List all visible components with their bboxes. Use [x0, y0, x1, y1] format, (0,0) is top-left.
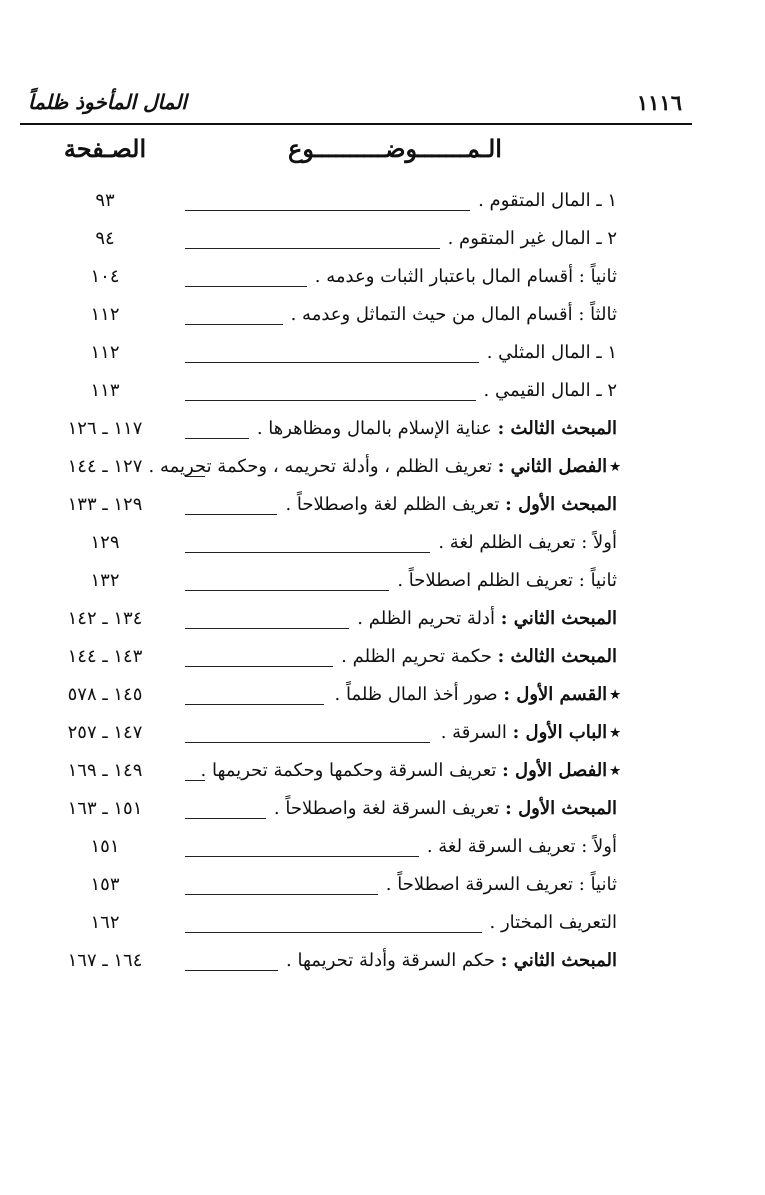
leader-line	[185, 400, 476, 401]
toc-entry-label: المبحث الثاني :	[500, 608, 617, 629]
leader-line	[185, 476, 205, 477]
toc-page-ref: ١١٧ ـ ١٢٦	[67, 418, 143, 439]
toc-entry	[0, 910, 765, 948]
leader-line	[185, 704, 324, 705]
toc-page-ref: ١٤٩ ـ ١٦٩	[67, 760, 143, 781]
toc-page-ref: ٩٣	[95, 190, 115, 211]
leader-line	[185, 286, 307, 287]
toc-entry-label: الباب الأول :	[512, 722, 608, 743]
toc-page-ref: ١٠٤	[90, 266, 120, 287]
toc-entry-title: حكمة تحريم الظلم .	[341, 646, 492, 667]
toc-page-ref: ١٣٤ ـ ١٤٢	[67, 608, 143, 629]
toc-page-ref: ١٥١ ـ ١٦٣	[67, 798, 143, 819]
toc-entry	[0, 378, 765, 416]
leader-line	[185, 362, 479, 363]
toc-entry-text	[357, 608, 617, 629]
toc-entry-title: عناية الإسلام بالمال ومظاهرها .	[256, 418, 492, 439]
toc-entry-label: المبحث الثالث :	[497, 646, 617, 667]
toc-entry-title: أدلة تحريم الظلم .	[357, 608, 496, 629]
toc-page-ref: ١٤٥ ـ ٥٧٨	[67, 684, 143, 705]
leader-line	[185, 514, 277, 515]
toc-entry-title: ثانياً : تعريف الظلم اصطلاحاً .	[397, 570, 617, 591]
bullet-icon: ٭	[610, 722, 620, 743]
toc-page-ref: ١٢٧ ـ ١٤٤	[67, 456, 143, 477]
leader-line	[185, 324, 283, 325]
toc-entry-text	[386, 874, 617, 895]
toc-entry	[0, 264, 765, 302]
toc-entry-text	[201, 760, 620, 781]
leader-line	[185, 970, 278, 971]
toc-entry	[0, 568, 765, 606]
toc-entry	[0, 834, 765, 872]
toc-page-ref: ١٥٣	[90, 874, 120, 895]
toc-page-ref: ١٣٢	[90, 570, 120, 591]
toc-entry-title: ٢ ـ المال القيمي .	[483, 380, 617, 401]
leader-line	[185, 210, 470, 211]
toc-entry	[0, 302, 765, 340]
toc-entry	[0, 188, 765, 226]
toc-entry-text	[285, 494, 617, 515]
toc-entry-title: تعريف الظلم لغة واصطلاحاً .	[285, 494, 500, 515]
toc-entry	[0, 948, 765, 986]
toc-entry-text	[441, 722, 620, 743]
toc-entry-title: صور أخذ المال ظلماً .	[334, 684, 498, 705]
leader-line	[185, 666, 333, 667]
toc-page-ref: ١٥١	[90, 836, 120, 857]
toc-entry-label: الفصل الثاني :	[497, 456, 608, 477]
toc-entry	[0, 758, 765, 796]
leader-line	[185, 780, 205, 781]
toc-entry-text	[315, 266, 617, 287]
toc-entry-label: المبحث الأول :	[505, 798, 617, 819]
toc-page-ref: ٩٤	[95, 228, 115, 249]
toc-entry	[0, 606, 765, 644]
toc-entry-label: المبحث الثاني :	[500, 950, 617, 971]
toc-page-ref: ١٢٩	[90, 532, 120, 553]
toc-entry	[0, 644, 765, 682]
toc-entry-label: المبحث الثالث :	[497, 418, 617, 439]
toc-entry-title: السرقة .	[440, 722, 507, 743]
toc-entry-title: ثانياً : أقسام المال باعتبار الثبات وعدمه .	[314, 266, 617, 287]
toc-page-ref: ١٤٣ ـ ١٤٤	[67, 646, 143, 667]
running-header	[20, 84, 692, 128]
toc-page-ref: ١٦٤ ـ ١٦٧	[67, 950, 143, 971]
leader-line	[185, 628, 349, 629]
toc-page-ref: ١٦٢	[90, 912, 120, 933]
toc-entry-title: حكم السرقة وأدلة تحريمها .	[286, 950, 496, 971]
toc-page-ref: ١١٢	[90, 304, 120, 325]
toc-entry-text	[149, 456, 620, 477]
toc-entry-text	[478, 190, 617, 211]
toc-entry-title: ٢ ـ المال غير المتقوم .	[447, 228, 617, 249]
toc-page-ref: ١٤٧ ـ ٢٥٧	[67, 722, 143, 743]
toc-entry-label: الفصل الأول :	[502, 760, 608, 781]
running-title: المال المأخوذ ظلماً	[28, 90, 187, 114]
toc-entry-title: ١ ـ المال المثلي .	[486, 342, 617, 363]
toc-entry	[0, 416, 765, 454]
toc-entry	[0, 530, 765, 568]
toc-list	[0, 188, 765, 986]
toc-entry-text	[335, 684, 620, 705]
leader-line	[185, 932, 482, 933]
page-number: ١١١٦	[636, 90, 682, 115]
toc-entry-text	[490, 912, 617, 933]
page-column-heading: الصـفحة	[63, 134, 147, 163]
toc-entry-title: تعريف السرقة وحكمها وحكمة تحريمها .	[200, 760, 497, 781]
leader-line	[185, 552, 430, 553]
toc-entry-title: ثانياً : تعريف السرقة اصطلاحاً .	[385, 874, 617, 895]
toc-entry-title: التعريف المختار .	[489, 912, 617, 933]
subject-column-heading: الـمـــــــوضــــــــــوع	[288, 134, 502, 163]
toc-entry-text	[448, 228, 617, 249]
toc-entry-title: أولاً : تعريف الظلم لغة .	[438, 532, 617, 553]
toc-page-ref: ١١٣	[90, 380, 120, 401]
toc-entry	[0, 226, 765, 264]
toc-entry-text	[341, 646, 617, 667]
leader-line	[185, 818, 266, 819]
toc-entry	[0, 796, 765, 834]
toc-entry-label: المبحث الأول :	[505, 494, 617, 515]
toc-entry-title: تعريف السرقة لغة واصطلاحاً .	[273, 798, 500, 819]
toc-page-ref: ١١٢	[90, 342, 120, 363]
toc-entry-text	[274, 798, 617, 819]
toc-entry-text	[427, 836, 617, 857]
toc-page-ref: ١٢٩ ـ ١٣٣	[67, 494, 143, 515]
toc-entry	[0, 340, 765, 378]
bullet-icon: ٭	[610, 760, 620, 781]
bullet-icon: ٭	[610, 456, 620, 477]
leader-line	[185, 894, 378, 895]
toc-entry-title: ١ ـ المال المتقوم .	[478, 190, 617, 211]
toc-entry-label: القسم الأول :	[503, 684, 608, 705]
toc-entry	[0, 872, 765, 910]
header-rule	[20, 123, 692, 125]
leader-line	[185, 248, 440, 249]
leader-line	[185, 742, 430, 743]
toc-entry-title: تعريف الظلم ، وأدلة تحريمه ، وحكمة تحريمه .	[148, 456, 493, 477]
toc-entry-text	[291, 304, 617, 325]
toc-entry-text	[438, 532, 617, 553]
toc-entry-text	[286, 950, 617, 971]
toc-entry	[0, 454, 765, 492]
toc-entry	[0, 720, 765, 758]
toc-entry-text	[397, 570, 617, 591]
toc-entry	[0, 492, 765, 530]
bullet-icon: ٭	[610, 684, 620, 705]
toc-entry	[0, 682, 765, 720]
leader-line	[185, 856, 419, 857]
toc-entry-title: أولاً : تعريف السرقة لغة .	[426, 836, 617, 857]
leader-line	[185, 590, 389, 591]
toc-entry-text	[484, 380, 617, 401]
toc-entry-title: ثالثاً : أقسام المال من حيث التماثل وعدمه .	[290, 304, 617, 325]
toc-entry-text	[257, 418, 617, 439]
toc-entry-text	[487, 342, 617, 363]
leader-line	[185, 438, 249, 439]
